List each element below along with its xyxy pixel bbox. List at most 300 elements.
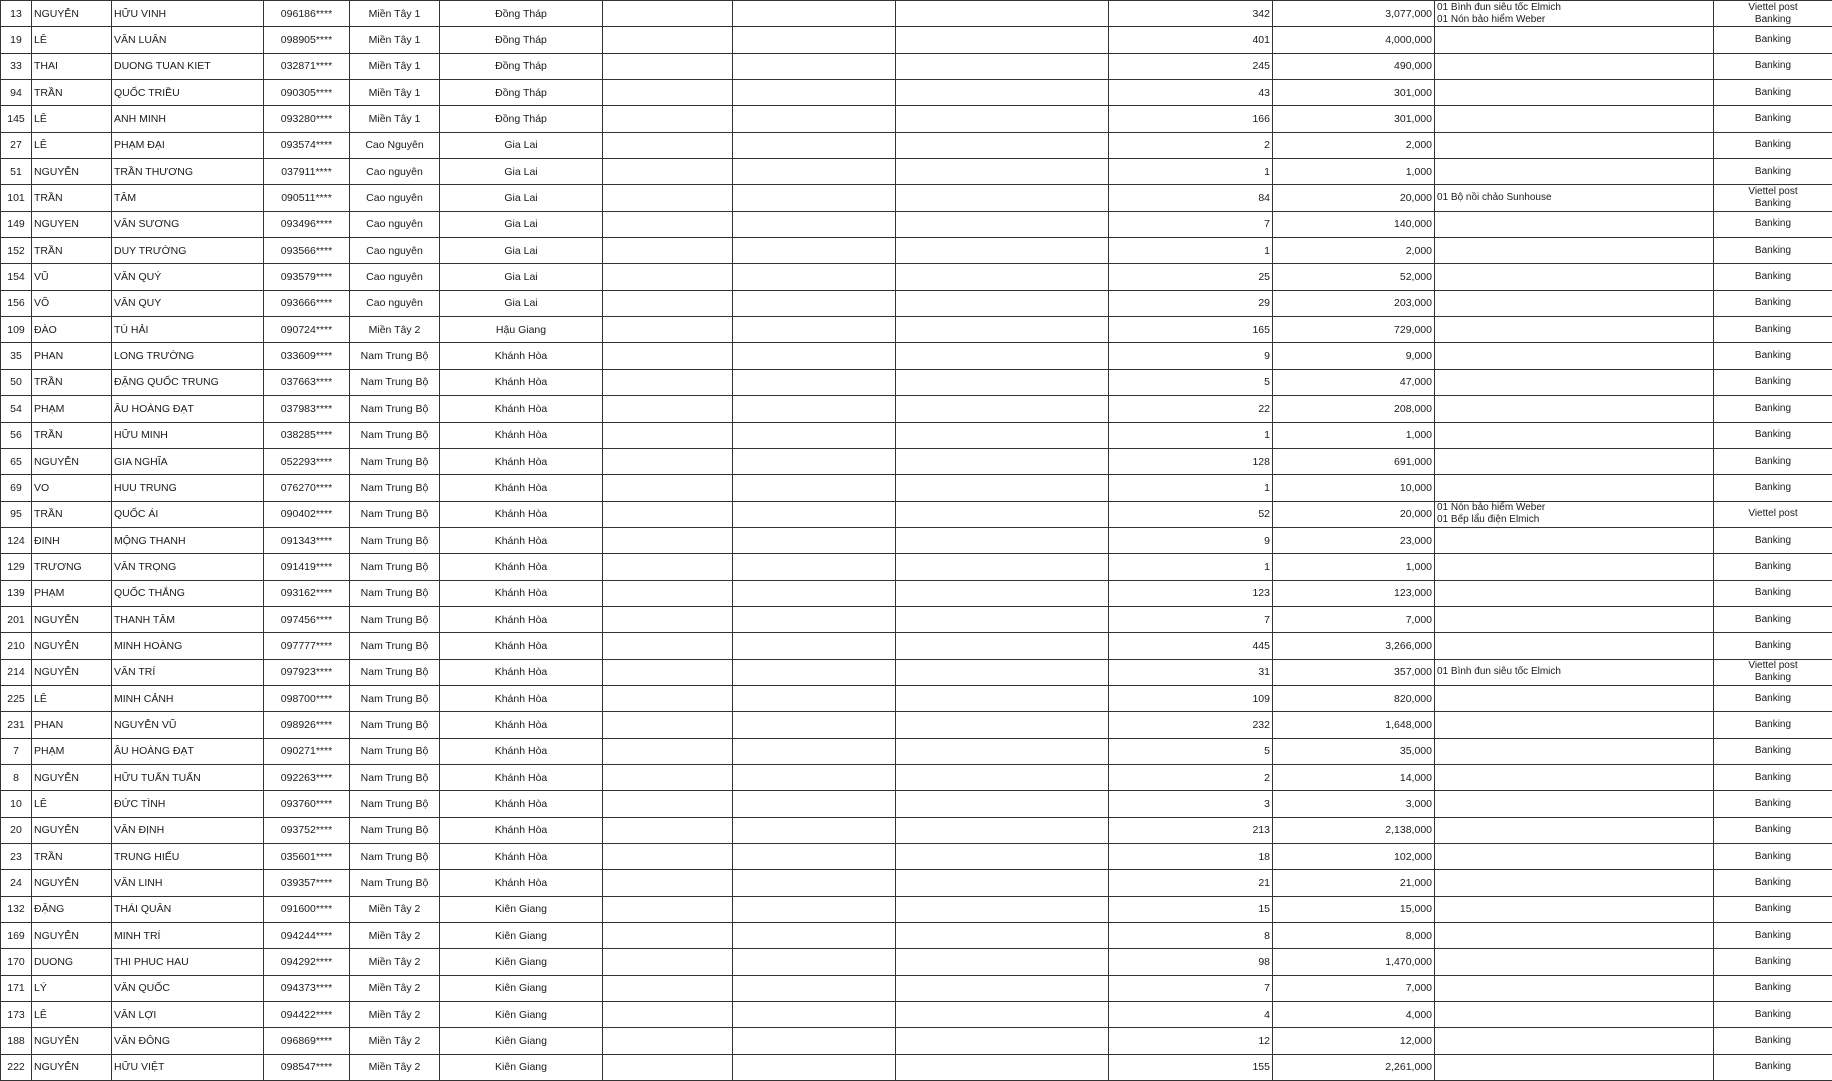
- first-name-cell: HUU TRUNG: [112, 475, 264, 501]
- payment-method-cell: [1714, 817, 1832, 843]
- empty-cell: [733, 132, 896, 158]
- table-row: [1, 290, 1832, 316]
- region-cell: Miền Tây 2: [350, 317, 440, 343]
- payment-method-cell: [1714, 659, 1832, 685]
- phone-cell: 092263****: [264, 764, 350, 790]
- payment-method-cell: [1714, 343, 1832, 369]
- empty-cell: [896, 317, 1109, 343]
- empty-cell: [896, 923, 1109, 949]
- empty-cell: [603, 1, 733, 27]
- quantity-cell: 1: [1109, 554, 1273, 580]
- region-cell: Nam Trung Bộ: [350, 448, 440, 474]
- last-name-cell: TRẦN: [32, 422, 112, 448]
- empty-cell: [603, 659, 733, 685]
- gift-cell: [1435, 606, 1714, 632]
- last-name-cell: PHAN: [32, 343, 112, 369]
- province-cell: Kiên Giang: [440, 975, 603, 1001]
- gift-cell: [1435, 580, 1714, 606]
- first-name-cell: QUỐC ÁI: [112, 501, 264, 527]
- gift-cell: [1435, 527, 1714, 553]
- table-row: [1, 1002, 1832, 1028]
- gift-cell: [1435, 791, 1714, 817]
- payment-line: Banking: [1716, 14, 1830, 26]
- quantity-cell: 5: [1109, 738, 1273, 764]
- first-name-cell: HỮU VIỆT: [112, 1054, 264, 1080]
- first-name-cell: VĂN TRỌNG: [112, 554, 264, 580]
- payment-method-cell: [1714, 870, 1832, 896]
- first-name-cell: VĂN QUỐC: [112, 975, 264, 1001]
- row-id-cell: 101: [1, 185, 32, 211]
- last-name-cell: VO: [32, 475, 112, 501]
- region-cell: Nam Trung Bộ: [350, 844, 440, 870]
- province-cell: Hậu Giang: [440, 317, 603, 343]
- phone-cell: 090271****: [264, 738, 350, 764]
- phone-cell: 097923****: [264, 659, 350, 685]
- gift-cell: [1435, 1, 1714, 27]
- province-cell: Gia Lai: [440, 264, 603, 290]
- phone-cell: 035601****: [264, 844, 350, 870]
- gift-cell: [1435, 1028, 1714, 1054]
- province-cell: Gia Lai: [440, 132, 603, 158]
- last-name-cell: PHẠM: [32, 738, 112, 764]
- amount-cell: 35,000: [1273, 738, 1435, 764]
- empty-cell: [896, 422, 1109, 448]
- gift-line: 01 Bình đun siêu tốc Elmich: [1437, 2, 1711, 14]
- empty-cell: [896, 712, 1109, 738]
- last-name-cell: TRẦN: [32, 844, 112, 870]
- payment-line: Banking: [1716, 218, 1830, 230]
- row-id-cell: 225: [1, 685, 32, 711]
- first-name-cell: MỘNG THANH: [112, 527, 264, 553]
- quantity-cell: 123: [1109, 580, 1273, 606]
- empty-cell: [603, 817, 733, 843]
- phone-cell: 091419****: [264, 554, 350, 580]
- last-name-cell: TRẦN: [32, 80, 112, 106]
- row-id-cell: 54: [1, 396, 32, 422]
- quantity-cell: 342: [1109, 1, 1273, 27]
- row-id-cell: 124: [1, 527, 32, 553]
- province-cell: Khánh Hòa: [440, 580, 603, 606]
- province-cell: Kiên Giang: [440, 923, 603, 949]
- empty-cell: [603, 27, 733, 53]
- first-name-cell: VĂN TRÍ: [112, 659, 264, 685]
- payment-line: Banking: [1716, 350, 1830, 362]
- table-row: [1, 1, 1832, 27]
- phone-cell: 098905****: [264, 27, 350, 53]
- empty-cell: [603, 1028, 733, 1054]
- quantity-cell: 7: [1109, 975, 1273, 1001]
- first-name-cell: VĂN LUÂN: [112, 27, 264, 53]
- empty-cell: [603, 844, 733, 870]
- amount-cell: 7,000: [1273, 606, 1435, 632]
- row-id-cell: 188: [1, 1028, 32, 1054]
- first-name-cell: QUỐC TRIỀU: [112, 80, 264, 106]
- amount-cell: 208,000: [1273, 396, 1435, 422]
- gift-cell: [1435, 1054, 1714, 1080]
- phone-cell: 037663****: [264, 369, 350, 395]
- empty-cell: [733, 343, 896, 369]
- quantity-cell: 18: [1109, 844, 1273, 870]
- payment-method-cell: [1714, 501, 1832, 527]
- empty-cell: [733, 448, 896, 474]
- province-cell: Khánh Hòa: [440, 685, 603, 711]
- empty-cell: [603, 238, 733, 264]
- region-cell: Miền Tây 1: [350, 80, 440, 106]
- last-name-cell: PHẠM: [32, 580, 112, 606]
- empty-cell: [896, 791, 1109, 817]
- last-name-cell: TRẦN: [32, 501, 112, 527]
- empty-cell: [896, 238, 1109, 264]
- quantity-cell: 165: [1109, 317, 1273, 343]
- payment-method-cell: [1714, 949, 1832, 975]
- region-cell: Nam Trung Bộ: [350, 685, 440, 711]
- payment-line: Viettel post: [1716, 186, 1830, 198]
- last-name-cell: TRẦN: [32, 369, 112, 395]
- empty-cell: [896, 80, 1109, 106]
- empty-cell: [733, 659, 896, 685]
- gift-cell: [1435, 554, 1714, 580]
- payment-line: Banking: [1716, 535, 1830, 547]
- empty-cell: [603, 685, 733, 711]
- row-id-cell: 20: [1, 817, 32, 843]
- amount-cell: 14,000: [1273, 764, 1435, 790]
- first-name-cell: DUONG TUAN KIET: [112, 53, 264, 79]
- amount-cell: 1,000: [1273, 422, 1435, 448]
- empty-cell: [896, 343, 1109, 369]
- payment-method-cell: [1714, 712, 1832, 738]
- empty-cell: [896, 606, 1109, 632]
- last-name-cell: LÊ: [32, 685, 112, 711]
- empty-cell: [603, 791, 733, 817]
- empty-cell: [896, 633, 1109, 659]
- payment-method-cell: [1714, 80, 1832, 106]
- amount-cell: 23,000: [1273, 527, 1435, 553]
- province-cell: Kiên Giang: [440, 1028, 603, 1054]
- province-cell: Đồng Tháp: [440, 106, 603, 132]
- payment-line: Banking: [1716, 324, 1830, 336]
- amount-cell: 820,000: [1273, 685, 1435, 711]
- empty-cell: [733, 896, 896, 922]
- gift-cell: [1435, 27, 1714, 53]
- empty-cell: [896, 396, 1109, 422]
- empty-cell: [733, 870, 896, 896]
- quantity-cell: 1: [1109, 475, 1273, 501]
- quantity-cell: 232: [1109, 712, 1273, 738]
- payment-method-cell: [1714, 290, 1832, 316]
- region-cell: Cao nguyên: [350, 290, 440, 316]
- row-id-cell: 65: [1, 448, 32, 474]
- row-id-cell: 94: [1, 80, 32, 106]
- first-name-cell: VĂN SƯƠNG: [112, 211, 264, 237]
- payment-line: Banking: [1716, 1035, 1830, 1047]
- gift-cell: [1435, 317, 1714, 343]
- empty-cell: [733, 264, 896, 290]
- payment-method-cell: [1714, 106, 1832, 132]
- quantity-cell: 22: [1109, 396, 1273, 422]
- empty-cell: [603, 870, 733, 896]
- amount-cell: 4,000,000: [1273, 27, 1435, 53]
- empty-cell: [733, 185, 896, 211]
- payment-line: Banking: [1716, 877, 1830, 889]
- province-cell: Khánh Hòa: [440, 738, 603, 764]
- empty-cell: [603, 53, 733, 79]
- empty-cell: [733, 501, 896, 527]
- first-name-cell: MINH HOÀNG: [112, 633, 264, 659]
- row-id-cell: 129: [1, 554, 32, 580]
- payment-method-cell: [1714, 633, 1832, 659]
- table-row: [1, 949, 1832, 975]
- region-cell: Miền Tây 1: [350, 1, 440, 27]
- phone-cell: 037911****: [264, 159, 350, 185]
- empty-cell: [896, 949, 1109, 975]
- row-id-cell: 10: [1, 791, 32, 817]
- first-name-cell: VĂN LINH: [112, 870, 264, 896]
- gift-cell: [1435, 817, 1714, 843]
- table-row: [1, 53, 1832, 79]
- gift-cell: [1435, 659, 1714, 685]
- province-cell: Khánh Hòa: [440, 343, 603, 369]
- row-id-cell: 56: [1, 422, 32, 448]
- empty-cell: [733, 317, 896, 343]
- payment-method-cell: [1714, 975, 1832, 1001]
- empty-cell: [603, 712, 733, 738]
- region-cell: Miền Tây 2: [350, 896, 440, 922]
- payment-line: Banking: [1716, 1061, 1830, 1073]
- last-name-cell: NGUYỄN: [32, 448, 112, 474]
- payment-line: Viettel post: [1716, 660, 1830, 672]
- gift-cell: [1435, 238, 1714, 264]
- empty-cell: [603, 211, 733, 237]
- region-cell: Cao nguyên: [350, 264, 440, 290]
- empty-cell: [603, 764, 733, 790]
- amount-cell: 490,000: [1273, 53, 1435, 79]
- amount-cell: 691,000: [1273, 448, 1435, 474]
- gift-cell: [1435, 264, 1714, 290]
- payment-line: Banking: [1716, 824, 1830, 836]
- quantity-cell: 1: [1109, 422, 1273, 448]
- gift-cell: [1435, 896, 1714, 922]
- amount-cell: 2,000: [1273, 238, 1435, 264]
- empty-cell: [733, 369, 896, 395]
- empty-cell: [733, 80, 896, 106]
- table-row: [1, 738, 1832, 764]
- empty-cell: [733, 290, 896, 316]
- phone-cell: 097456****: [264, 606, 350, 632]
- amount-cell: 9,000: [1273, 343, 1435, 369]
- payment-method-cell: [1714, 448, 1832, 474]
- payment-line: Banking: [1716, 672, 1830, 684]
- quantity-cell: 15: [1109, 896, 1273, 922]
- payment-line: Banking: [1716, 198, 1830, 210]
- quantity-cell: 7: [1109, 211, 1273, 237]
- gift-cell: [1435, 185, 1714, 211]
- last-name-cell: NGUYEN: [32, 211, 112, 237]
- empty-cell: [733, 396, 896, 422]
- phone-cell: 093574****: [264, 132, 350, 158]
- empty-cell: [896, 106, 1109, 132]
- payment-line: Banking: [1716, 930, 1830, 942]
- amount-cell: 301,000: [1273, 80, 1435, 106]
- gift-cell: [1435, 1002, 1714, 1028]
- province-cell: Khánh Hòa: [440, 554, 603, 580]
- amount-cell: 47,000: [1273, 369, 1435, 395]
- phone-cell: 093280****: [264, 106, 350, 132]
- empty-cell: [733, 844, 896, 870]
- empty-cell: [733, 633, 896, 659]
- row-id-cell: 69: [1, 475, 32, 501]
- first-name-cell: TÂM: [112, 185, 264, 211]
- payment-method-cell: [1714, 844, 1832, 870]
- phone-cell: 076270****: [264, 475, 350, 501]
- quantity-cell: 9: [1109, 527, 1273, 553]
- table-row: [1, 633, 1832, 659]
- province-cell: Gia Lai: [440, 238, 603, 264]
- empty-cell: [896, 659, 1109, 685]
- payment-line: Banking: [1716, 403, 1830, 415]
- amount-cell: 2,000: [1273, 132, 1435, 158]
- gift-cell: [1435, 923, 1714, 949]
- quantity-cell: 21: [1109, 870, 1273, 896]
- amount-cell: 21,000: [1273, 870, 1435, 896]
- payment-line: Banking: [1716, 745, 1830, 757]
- quantity-cell: 9: [1109, 343, 1273, 369]
- quantity-cell: 4: [1109, 1002, 1273, 1028]
- phone-cell: 091343****: [264, 527, 350, 553]
- gift-cell: [1435, 685, 1714, 711]
- region-cell: Nam Trung Bộ: [350, 369, 440, 395]
- first-name-cell: HỮU MINH: [112, 422, 264, 448]
- province-cell: Khánh Hòa: [440, 764, 603, 790]
- first-name-cell: TRUNG HIẾU: [112, 844, 264, 870]
- empty-cell: [896, 1002, 1109, 1028]
- gift-cell: [1435, 132, 1714, 158]
- region-cell: Cao Nguyên: [350, 132, 440, 158]
- amount-cell: 2,138,000: [1273, 817, 1435, 843]
- table-row: [1, 975, 1832, 1001]
- empty-cell: [896, 290, 1109, 316]
- province-cell: Khánh Hòa: [440, 396, 603, 422]
- first-name-cell: PHẠM ĐẠI: [112, 132, 264, 158]
- amount-cell: 20,000: [1273, 185, 1435, 211]
- empty-cell: [603, 369, 733, 395]
- amount-cell: 1,648,000: [1273, 712, 1435, 738]
- phone-cell: 090305****: [264, 80, 350, 106]
- phone-cell: 038285****: [264, 422, 350, 448]
- empty-cell: [733, 159, 896, 185]
- payment-method-cell: [1714, 264, 1832, 290]
- quantity-cell: 5: [1109, 369, 1273, 395]
- region-cell: Nam Trung Bộ: [350, 580, 440, 606]
- table-row: [1, 343, 1832, 369]
- empty-cell: [896, 844, 1109, 870]
- gift-cell: [1435, 53, 1714, 79]
- empty-cell: [603, 448, 733, 474]
- payment-line: Banking: [1716, 166, 1830, 178]
- payment-line: Banking: [1716, 903, 1830, 915]
- empty-cell: [733, 949, 896, 975]
- empty-cell: [603, 606, 733, 632]
- empty-cell: [896, 1028, 1109, 1054]
- phone-cell: 091600****: [264, 896, 350, 922]
- last-name-cell: NGUYỄN: [32, 606, 112, 632]
- first-name-cell: MINH TRÍ: [112, 923, 264, 949]
- payment-line: Banking: [1716, 297, 1830, 309]
- empty-cell: [896, 975, 1109, 1001]
- region-cell: Nam Trung Bộ: [350, 712, 440, 738]
- phone-cell: 093566****: [264, 238, 350, 264]
- empty-cell: [896, 870, 1109, 896]
- payment-line: Banking: [1716, 851, 1830, 863]
- last-name-cell: LÊ: [32, 106, 112, 132]
- payment-method-cell: [1714, 53, 1832, 79]
- empty-cell: [603, 264, 733, 290]
- empty-cell: [733, 1, 896, 27]
- last-name-cell: PHẠM: [32, 396, 112, 422]
- phone-cell: 032871****: [264, 53, 350, 79]
- amount-cell: 301,000: [1273, 106, 1435, 132]
- phone-cell: 093496****: [264, 211, 350, 237]
- row-id-cell: 35: [1, 343, 32, 369]
- payment-line: Banking: [1716, 587, 1830, 599]
- table-row: [1, 1028, 1832, 1054]
- amount-cell: 52,000: [1273, 264, 1435, 290]
- row-id-cell: 149: [1, 211, 32, 237]
- quantity-cell: 7: [1109, 606, 1273, 632]
- empty-cell: [733, 712, 896, 738]
- region-cell: Nam Trung Bộ: [350, 501, 440, 527]
- gift-cell: [1435, 949, 1714, 975]
- last-name-cell: LÝ: [32, 975, 112, 1001]
- empty-cell: [603, 185, 733, 211]
- province-cell: Đồng Tháp: [440, 53, 603, 79]
- first-name-cell: VĂN QUY: [112, 290, 264, 316]
- last-name-cell: TRƯƠNG: [32, 554, 112, 580]
- table-row: [1, 238, 1832, 264]
- empty-cell: [733, 817, 896, 843]
- table-row: [1, 896, 1832, 922]
- first-name-cell: VĂN ĐÔNG: [112, 1028, 264, 1054]
- first-name-cell: ÂU HOÀNG ĐẠT: [112, 738, 264, 764]
- gift-cell: [1435, 764, 1714, 790]
- payment-method-cell: [1714, 1002, 1832, 1028]
- row-id-cell: 201: [1, 606, 32, 632]
- payment-line: Banking: [1716, 87, 1830, 99]
- row-id-cell: 156: [1, 290, 32, 316]
- empty-cell: [733, 606, 896, 632]
- empty-cell: [603, 343, 733, 369]
- amount-cell: 140,000: [1273, 211, 1435, 237]
- payment-method-cell: [1714, 527, 1832, 553]
- quantity-cell: 213: [1109, 817, 1273, 843]
- table-row: [1, 369, 1832, 395]
- empty-cell: [603, 501, 733, 527]
- province-cell: Kiên Giang: [440, 949, 603, 975]
- last-name-cell: LÊ: [32, 1002, 112, 1028]
- quantity-cell: 245: [1109, 53, 1273, 79]
- row-id-cell: 171: [1, 975, 32, 1001]
- table-row: [1, 501, 1832, 527]
- amount-cell: 3,266,000: [1273, 633, 1435, 659]
- first-name-cell: VĂN QUÝ: [112, 264, 264, 290]
- amount-cell: 10,000: [1273, 475, 1435, 501]
- empty-cell: [733, 580, 896, 606]
- amount-cell: 7,000: [1273, 975, 1435, 1001]
- gift-cell: [1435, 422, 1714, 448]
- gift-cell: [1435, 975, 1714, 1001]
- empty-cell: [896, 817, 1109, 843]
- payment-method-cell: [1714, 791, 1832, 817]
- quantity-cell: 3: [1109, 791, 1273, 817]
